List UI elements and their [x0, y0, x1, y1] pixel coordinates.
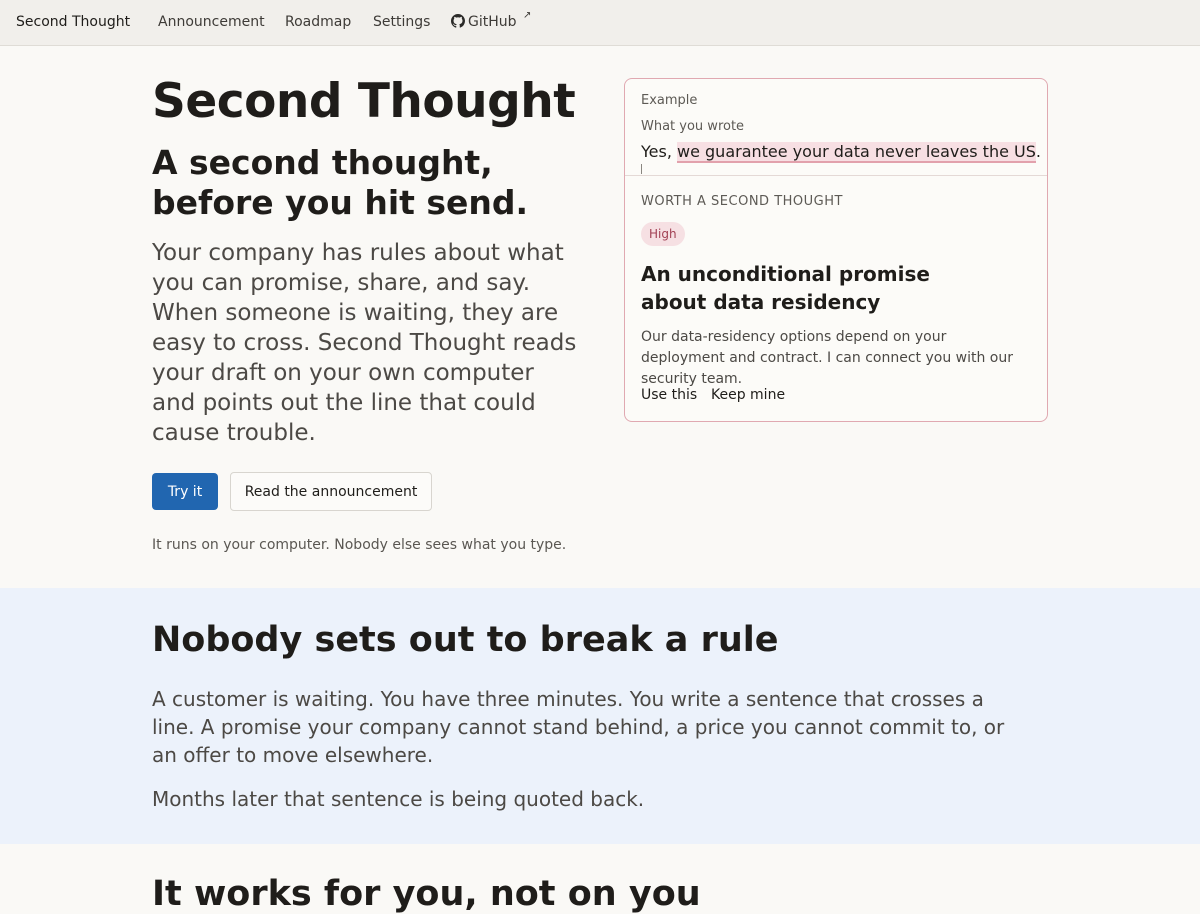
hero-subtitle: A second thought, before you hit send. — [152, 143, 529, 222]
example-label: Example — [641, 93, 698, 108]
suggested-rewrite: Our data-residency options depend on your deployment and contract. I can connect you with our security team. — [641, 329, 1013, 387]
try-it-button[interactable]: Try it — [152, 473, 218, 510]
page-title: Second Thought — [152, 74, 576, 129]
draft-text — [641, 142, 1041, 161]
github-label: GitHub — [468, 14, 517, 30]
hero-description: Your company has rules about what you can promise, share, and say. When someone is waiting, they are easy to cross. Second Thought reads your draft on your own computer and points out the line that could cause trouble. — [152, 240, 577, 446]
problem-paragraph: A customer is waiting. You have three minutes. You write a sentence that crosses a line. A promise your company cannot stand behind, a price you cannot commit to, or an offer to move elsewhere. — [152, 687, 1005, 767]
finding-title: An unconditional promise about data residency — [641, 262, 930, 314]
finding-section-label: WORTH A SECOND THOUGHT — [641, 194, 843, 209]
privacy-note: It runs on your computer. Nobody else sees what you type. — [152, 537, 567, 553]
what-you-wrote-label: What you wrote — [641, 119, 745, 134]
github-icon — [451, 14, 465, 28]
problem-section — [0, 588, 1200, 844]
example-card — [624, 78, 1048, 422]
use-this-button[interactable]: Use this — [641, 387, 698, 403]
nav-roadmap[interactable]: Roadmap — [285, 14, 352, 30]
problem-heading: Nobody sets out to break a rule — [152, 620, 779, 660]
card-divider — [625, 175, 1047, 176]
read-announcement-button[interactable]: Read the announcement — [230, 472, 432, 511]
next-section-heading: It works for you, not on you — [152, 874, 701, 914]
problem-paragraph-2: Months later that sentence is being quoted back. — [152, 787, 645, 811]
draft-prefix: Yes, — [641, 142, 677, 161]
nav-announcement[interactable]: Announcement — [158, 14, 265, 30]
brand-link[interactable]: Second Thought — [16, 14, 131, 30]
top-nav — [0, 0, 1200, 46]
nav-settings[interactable]: Settings — [373, 14, 431, 30]
severity-badge: High — [641, 222, 685, 246]
external-link-icon: ↗ — [523, 10, 532, 21]
draft-suffix: . — [1035, 142, 1041, 161]
text-caret — [641, 164, 642, 174]
flagged-phrase[interactable]: we guarantee your data never leaves the US — [677, 142, 1036, 161]
keep-mine-button[interactable]: Keep mine — [711, 387, 786, 403]
nav-github[interactable] — [451, 10, 532, 30]
